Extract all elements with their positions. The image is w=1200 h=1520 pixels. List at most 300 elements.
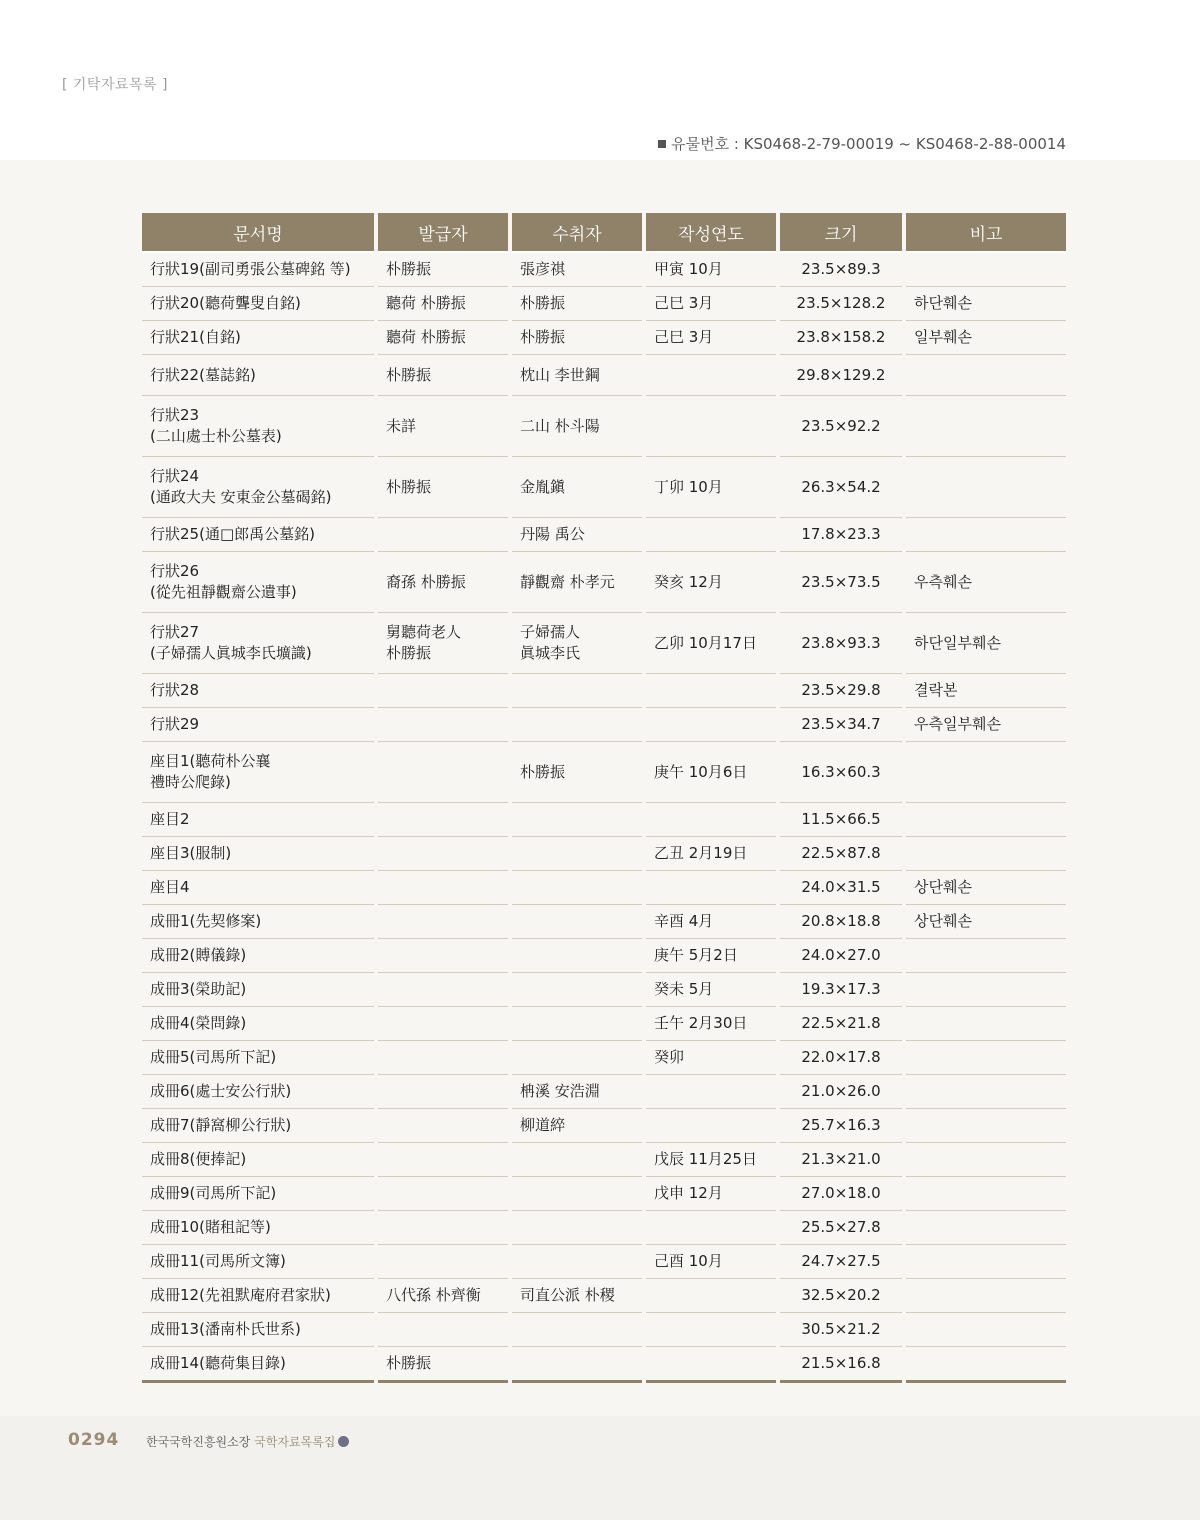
table-row bbox=[142, 1211, 1066, 1245]
table-row bbox=[142, 803, 1066, 837]
cell-issuer bbox=[378, 1143, 508, 1177]
cell-recipient bbox=[512, 905, 642, 939]
cell-note bbox=[906, 287, 1066, 321]
cell-name bbox=[142, 803, 374, 837]
cell-text-line: 甲寅 10月 bbox=[654, 260, 723, 278]
cell-text-line: 25.7×16.3 bbox=[801, 1116, 881, 1134]
cell-text-line: 未詳 bbox=[386, 416, 417, 435]
table-row bbox=[142, 396, 1066, 457]
cell-recipient bbox=[512, 355, 642, 396]
cell-year bbox=[646, 1075, 776, 1109]
cell-name bbox=[142, 1313, 374, 1347]
table-row bbox=[142, 939, 1066, 973]
cell-text-line: 朴勝振 bbox=[520, 294, 566, 312]
cell-size bbox=[780, 1109, 902, 1143]
cell-year bbox=[646, 1313, 776, 1347]
cell-issuer bbox=[378, 1007, 508, 1041]
cell-note bbox=[906, 1075, 1066, 1109]
table-row bbox=[142, 287, 1066, 321]
cell-note bbox=[906, 1177, 1066, 1211]
cell-issuer bbox=[378, 708, 508, 742]
cell-note bbox=[906, 1109, 1066, 1143]
cell-text-line: 庚午 10月6日 bbox=[654, 762, 748, 781]
cell-text-line: 하단일부훼손 bbox=[914, 633, 1001, 652]
cell-name bbox=[142, 287, 374, 321]
cell-note bbox=[906, 457, 1066, 518]
cell-size bbox=[780, 613, 902, 674]
cell-note bbox=[906, 1041, 1066, 1075]
cell-text-line: 25.5×27.8 bbox=[801, 1218, 881, 1236]
cell-text-line: 柳道綷 bbox=[520, 1116, 566, 1134]
column-header-name: 문서명 bbox=[142, 213, 374, 253]
table-row bbox=[142, 1143, 1066, 1177]
cell-text-line: 32.5×20.2 bbox=[801, 1286, 881, 1304]
cell-size bbox=[780, 803, 902, 837]
cell-text-line: 成冊9(司馬所下記) bbox=[150, 1184, 277, 1202]
record-range-text: 유물번호 : KS0468-2-79-00019 ~ KS0468-2-88-00014 bbox=[671, 135, 1066, 153]
cell-name bbox=[142, 871, 374, 905]
cell-name bbox=[142, 518, 374, 552]
cell-text-line: 22.5×21.8 bbox=[801, 1014, 881, 1032]
bullet-square-icon bbox=[658, 140, 666, 148]
book-title bbox=[146, 1433, 349, 1450]
cell-issuer bbox=[378, 742, 508, 803]
table-row bbox=[142, 518, 1066, 552]
cell-text-line: 成冊10(賭租記等) bbox=[150, 1218, 271, 1236]
cell-text-line: 行狀26 bbox=[150, 562, 200, 580]
publisher-text: 한국국학진흥원소장 bbox=[146, 1435, 251, 1449]
cell-text-line: 座目2 bbox=[150, 810, 190, 828]
cell-text-line: 30.5×21.2 bbox=[801, 1320, 881, 1338]
cell-size bbox=[780, 837, 902, 871]
cell-text-line: 舅聽荷老人 bbox=[386, 623, 462, 641]
cell-text-line: 行狀29 bbox=[150, 715, 200, 733]
cell-issuer bbox=[378, 287, 508, 321]
cell-size bbox=[780, 905, 902, 939]
cell-text-line: 22.5×87.8 bbox=[801, 844, 881, 862]
cell-text-line: (子婦孺人眞城李氏壙識) bbox=[150, 644, 312, 662]
cell-size bbox=[780, 939, 902, 973]
cell-issuer bbox=[378, 1279, 508, 1313]
cell-text-line: 成冊5(司馬所下記) bbox=[150, 1048, 277, 1066]
cell-note bbox=[906, 518, 1066, 552]
cell-recipient bbox=[512, 1007, 642, 1041]
cell-recipient bbox=[512, 871, 642, 905]
records-table bbox=[138, 213, 1070, 1383]
cell-text-line: 24.0×31.5 bbox=[801, 878, 881, 896]
cell-text-line: 결락본 bbox=[914, 681, 958, 699]
cell-note bbox=[906, 708, 1066, 742]
cell-name bbox=[142, 1177, 374, 1211]
column-header-year: 작성연도 bbox=[646, 213, 776, 253]
cell-text-line: 辛酉 4月 bbox=[654, 912, 714, 930]
cell-note bbox=[906, 321, 1066, 355]
cell-text-line: 26.3×54.2 bbox=[801, 477, 881, 496]
cell-text-line: 行狀27 bbox=[150, 623, 200, 641]
cell-size bbox=[780, 973, 902, 1007]
cell-text-line: 癸未 5月 bbox=[654, 980, 714, 998]
cell-name bbox=[142, 1075, 374, 1109]
cell-issuer bbox=[378, 1109, 508, 1143]
cell-note bbox=[906, 837, 1066, 871]
cell-issuer bbox=[378, 613, 508, 674]
cell-text-line: 己巳 3月 bbox=[654, 294, 714, 312]
cell-size bbox=[780, 1347, 902, 1383]
cell-issuer bbox=[378, 355, 508, 396]
cell-text-line: 己酉 10月 bbox=[654, 1252, 723, 1270]
cell-note bbox=[906, 803, 1066, 837]
cell-text-line: 29.8×129.2 bbox=[796, 365, 886, 384]
cell-size bbox=[780, 321, 902, 355]
cell-year bbox=[646, 837, 776, 871]
record-range bbox=[658, 133, 1066, 154]
cell-recipient bbox=[512, 1245, 642, 1279]
cell-issuer bbox=[378, 321, 508, 355]
cell-issuer bbox=[378, 1347, 508, 1383]
cell-text-line: 朴勝振 bbox=[520, 328, 566, 346]
cell-year bbox=[646, 1143, 776, 1177]
cell-text-line: 乙丑 2月19日 bbox=[654, 844, 748, 862]
cell-recipient bbox=[512, 803, 642, 837]
cell-recipient bbox=[512, 1075, 642, 1109]
cell-name bbox=[142, 1245, 374, 1279]
cell-text-line: 27.0×18.0 bbox=[801, 1184, 881, 1202]
cell-issuer bbox=[378, 803, 508, 837]
cell-text-line: 行狀21(自銘) bbox=[150, 328, 241, 346]
cell-text-line: 行狀20(聽荷聾叟自銘) bbox=[150, 294, 301, 312]
cell-year bbox=[646, 1109, 776, 1143]
cell-year bbox=[646, 1279, 776, 1313]
cell-text-line: 金胤鎭 bbox=[520, 477, 566, 496]
cell-size bbox=[780, 287, 902, 321]
cell-text-line: 16.3×60.3 bbox=[801, 762, 881, 781]
cell-issuer bbox=[378, 837, 508, 871]
table-row bbox=[142, 1279, 1066, 1313]
table-row bbox=[142, 871, 1066, 905]
cell-recipient bbox=[512, 396, 642, 457]
column-header-note: 비고 bbox=[906, 213, 1066, 253]
cell-text-line: 23.5×29.8 bbox=[801, 681, 881, 699]
cell-text-line: 壬午 2月30日 bbox=[654, 1014, 748, 1032]
cell-note bbox=[906, 1007, 1066, 1041]
cell-name bbox=[142, 742, 374, 803]
cell-recipient bbox=[512, 518, 642, 552]
cell-text-line: 戊辰 11月25日 bbox=[654, 1150, 757, 1168]
cell-issuer bbox=[378, 1245, 508, 1279]
cell-year bbox=[646, 253, 776, 287]
cell-text-line: 21.3×21.0 bbox=[801, 1150, 881, 1168]
cell-text-line: 癸卯 bbox=[654, 1048, 685, 1066]
cell-text-line: 朴勝振 bbox=[386, 477, 432, 496]
cell-recipient bbox=[512, 287, 642, 321]
cell-name bbox=[142, 253, 374, 287]
cell-name bbox=[142, 552, 374, 613]
cell-text-line: 枕山 李世鋼 bbox=[520, 365, 600, 384]
cell-issuer bbox=[378, 1177, 508, 1211]
cell-issuer bbox=[378, 674, 508, 708]
cell-text-line: 朴勝振 bbox=[520, 762, 566, 781]
cell-issuer bbox=[378, 253, 508, 287]
cell-note bbox=[906, 905, 1066, 939]
cell-text-line: 24.7×27.5 bbox=[801, 1252, 881, 1270]
cell-recipient bbox=[512, 837, 642, 871]
cell-name bbox=[142, 1143, 374, 1177]
cell-recipient bbox=[512, 1211, 642, 1245]
cell-name bbox=[142, 1041, 374, 1075]
cell-size bbox=[780, 355, 902, 396]
cell-size bbox=[780, 1279, 902, 1313]
cell-recipient bbox=[512, 939, 642, 973]
cell-text-line: 丹陽 禹公 bbox=[520, 525, 585, 543]
cell-issuer bbox=[378, 1211, 508, 1245]
cell-text-line: 癸亥 12月 bbox=[654, 572, 723, 591]
cell-size bbox=[780, 742, 902, 803]
cell-text-line: 23.5×34.7 bbox=[801, 715, 881, 733]
cell-note bbox=[906, 871, 1066, 905]
cell-note bbox=[906, 973, 1066, 1007]
cell-year bbox=[646, 613, 776, 674]
cell-name bbox=[142, 939, 374, 973]
cell-size bbox=[780, 1041, 902, 1075]
cell-text-line: 19.3×17.3 bbox=[801, 980, 881, 998]
cell-text-line: 우측훼손 bbox=[914, 572, 972, 591]
table-row bbox=[142, 1075, 1066, 1109]
cell-text-line: 裔孫 朴勝振 bbox=[386, 572, 466, 591]
cell-note bbox=[906, 355, 1066, 396]
cell-text-line: 張彦祺 bbox=[520, 260, 566, 278]
cell-recipient bbox=[512, 742, 642, 803]
table-row bbox=[142, 742, 1066, 803]
table-row bbox=[142, 973, 1066, 1007]
cell-text-line: 成冊6(處士安公行狀) bbox=[150, 1082, 292, 1100]
cell-issuer bbox=[378, 1075, 508, 1109]
cell-text-line: 靜觀齋 朴孝元 bbox=[520, 572, 615, 591]
cell-text-line: 行狀22(墓誌銘) bbox=[150, 365, 256, 384]
cell-note bbox=[906, 939, 1066, 973]
cell-text-line: 庚午 5月2日 bbox=[654, 946, 738, 964]
cell-note bbox=[906, 1313, 1066, 1347]
table-row bbox=[142, 1041, 1066, 1075]
cell-year bbox=[646, 552, 776, 613]
cell-year bbox=[646, 396, 776, 457]
cell-text-line: 23.5×92.2 bbox=[801, 416, 881, 435]
cell-text-line: 己巳 3月 bbox=[654, 328, 714, 346]
cell-issuer bbox=[378, 939, 508, 973]
cell-text-line: 成冊12(先祖默庵府君家狀) bbox=[150, 1286, 331, 1304]
cell-issuer bbox=[378, 1313, 508, 1347]
cell-year bbox=[646, 871, 776, 905]
cell-text-line: 11.5×66.5 bbox=[801, 810, 881, 828]
cell-text-line: 行狀24 bbox=[150, 467, 200, 485]
cell-size bbox=[780, 1211, 902, 1245]
cell-text-line: 成冊3(榮助記) bbox=[150, 980, 247, 998]
cell-text-line: (二山處士朴公墓表) bbox=[150, 427, 282, 445]
footer-band bbox=[0, 1416, 1200, 1520]
cell-text-line: 朴勝振 bbox=[386, 365, 432, 384]
cell-year bbox=[646, 1177, 776, 1211]
cell-recipient bbox=[512, 1347, 642, 1383]
cell-issuer bbox=[378, 905, 508, 939]
cell-year bbox=[646, 1211, 776, 1245]
table-row bbox=[142, 1177, 1066, 1211]
cell-year bbox=[646, 1007, 776, 1041]
cell-text-line: 成冊8(便捧記) bbox=[150, 1150, 247, 1168]
cell-text-line: 聽荷 朴勝振 bbox=[386, 328, 466, 346]
cell-text-line: 17.8×23.3 bbox=[801, 525, 881, 543]
cell-text-line: 八代孫 朴齊衡 bbox=[386, 1286, 481, 1304]
table-row bbox=[142, 1347, 1066, 1383]
cell-text-line: 成冊7(靜窩柳公行狀) bbox=[150, 1116, 292, 1134]
cell-text-line: 座目1(聽荷朴公襄 bbox=[150, 752, 271, 770]
table-row bbox=[142, 708, 1066, 742]
cell-name bbox=[142, 905, 374, 939]
cell-year bbox=[646, 287, 776, 321]
cell-text-line: 21.0×26.0 bbox=[801, 1082, 881, 1100]
cell-note bbox=[906, 1143, 1066, 1177]
cell-text-line: 行狀28 bbox=[150, 681, 200, 699]
table-row bbox=[142, 1109, 1066, 1143]
cell-issuer bbox=[378, 396, 508, 457]
cell-text-line: 行狀19(副司勇張公墓碑銘 等) bbox=[150, 260, 351, 278]
cell-year bbox=[646, 708, 776, 742]
cell-recipient bbox=[512, 321, 642, 355]
cell-year bbox=[646, 1245, 776, 1279]
cell-size bbox=[780, 1075, 902, 1109]
cell-issuer bbox=[378, 871, 508, 905]
cell-name bbox=[142, 708, 374, 742]
cell-note bbox=[906, 1245, 1066, 1279]
cell-text-line: 23.5×128.2 bbox=[796, 294, 886, 312]
cell-text-line: 柟溪 安浩淵 bbox=[520, 1082, 600, 1100]
cell-text-line: 成冊1(先契修案) bbox=[150, 912, 262, 930]
table-row bbox=[142, 355, 1066, 396]
table-row bbox=[142, 674, 1066, 708]
table-row bbox=[142, 253, 1066, 287]
table-row bbox=[142, 837, 1066, 871]
cell-size bbox=[780, 871, 902, 905]
cell-year bbox=[646, 1041, 776, 1075]
cell-year bbox=[646, 674, 776, 708]
cell-size bbox=[780, 457, 902, 518]
cell-issuer bbox=[378, 457, 508, 518]
cell-text-line: 23.8×93.3 bbox=[801, 633, 881, 652]
cell-text-line: 朴勝振 bbox=[386, 644, 432, 662]
cell-year bbox=[646, 1347, 776, 1383]
cell-text-line: 戊申 12月 bbox=[654, 1184, 723, 1202]
cell-text-line: 朴勝振 bbox=[386, 1354, 432, 1372]
cell-size bbox=[780, 1245, 902, 1279]
cell-text-line: 成冊4(榮問錄) bbox=[150, 1014, 247, 1032]
cell-text-line: (從先祖靜觀齋公遺事) bbox=[150, 583, 297, 601]
cell-year bbox=[646, 518, 776, 552]
cell-name bbox=[142, 321, 374, 355]
cell-name bbox=[142, 396, 374, 457]
cell-text-line: 일부훼손 bbox=[914, 328, 972, 346]
cell-text-line: 23.5×89.3 bbox=[801, 260, 881, 278]
cell-size bbox=[780, 396, 902, 457]
cell-size bbox=[780, 1177, 902, 1211]
cell-text-line: 成冊14(聽荷集目錄) bbox=[150, 1354, 286, 1372]
cell-size bbox=[780, 674, 902, 708]
cell-recipient bbox=[512, 674, 642, 708]
cell-recipient bbox=[512, 1279, 642, 1313]
cell-text-line: 行狀25(通□郎禹公墓銘) bbox=[150, 525, 315, 543]
cell-name bbox=[142, 1211, 374, 1245]
table-body bbox=[142, 253, 1066, 1383]
cell-text-line: 成冊11(司馬所文簿) bbox=[150, 1252, 286, 1270]
cell-year bbox=[646, 905, 776, 939]
cell-name bbox=[142, 1109, 374, 1143]
cell-text-line: 朴勝振 bbox=[386, 260, 432, 278]
cell-recipient bbox=[512, 1177, 642, 1211]
cell-recipient bbox=[512, 552, 642, 613]
cell-year bbox=[646, 321, 776, 355]
book-title-text: 국학자료목록집 bbox=[254, 1435, 336, 1449]
cell-note bbox=[906, 742, 1066, 803]
section-tag: [ 기탁자료목록 ] bbox=[62, 77, 168, 93]
cell-issuer bbox=[378, 552, 508, 613]
cell-note bbox=[906, 1211, 1066, 1245]
circle-bullet-icon bbox=[338, 1436, 349, 1447]
column-header-issuer: 발급자 bbox=[378, 213, 508, 253]
cell-text-line: 우측일부훼손 bbox=[914, 715, 1001, 733]
cell-text-line: 상단훼손 bbox=[914, 912, 972, 930]
cell-size bbox=[780, 1313, 902, 1347]
cell-size bbox=[780, 253, 902, 287]
cell-text-line: 成冊13(潘南朴氏世系) bbox=[150, 1320, 301, 1338]
cell-name bbox=[142, 355, 374, 396]
cell-text-line: 23.5×73.5 bbox=[801, 572, 881, 591]
cell-size bbox=[780, 552, 902, 613]
table-row bbox=[142, 613, 1066, 674]
cell-note bbox=[906, 1347, 1066, 1383]
cell-year bbox=[646, 939, 776, 973]
cell-text-line: 20.8×18.8 bbox=[801, 912, 881, 930]
cell-name bbox=[142, 1347, 374, 1383]
table-row bbox=[142, 552, 1066, 613]
cell-text-line: 行狀23 bbox=[150, 406, 200, 424]
cell-note bbox=[906, 674, 1066, 708]
cell-size bbox=[780, 708, 902, 742]
cell-text-line: 座目4 bbox=[150, 878, 190, 896]
table-header-row bbox=[142, 213, 1066, 253]
cell-text-line: 司直公派 朴稷 bbox=[520, 1286, 615, 1304]
cell-text-line: 乙卯 10月17日 bbox=[654, 633, 757, 652]
cell-recipient bbox=[512, 1109, 642, 1143]
table-row bbox=[142, 1245, 1066, 1279]
cell-recipient bbox=[512, 613, 642, 674]
cell-text-line: (通政大夫 安東金公墓碣銘) bbox=[150, 488, 332, 506]
cell-recipient bbox=[512, 1313, 642, 1347]
cell-name bbox=[142, 1007, 374, 1041]
cell-recipient bbox=[512, 253, 642, 287]
cell-text-line: 二山 朴斗陽 bbox=[520, 416, 600, 435]
cell-note bbox=[906, 613, 1066, 674]
cell-name bbox=[142, 973, 374, 1007]
cell-size bbox=[780, 1007, 902, 1041]
cell-recipient bbox=[512, 1143, 642, 1177]
cell-text-line: 子婦孺人 bbox=[520, 623, 581, 641]
cell-text-line: 成冊2(賻儀錄) bbox=[150, 946, 247, 964]
cell-recipient bbox=[512, 457, 642, 518]
cell-recipient bbox=[512, 708, 642, 742]
cell-issuer bbox=[378, 1041, 508, 1075]
table-row bbox=[142, 321, 1066, 355]
cell-text-line: 22.0×17.8 bbox=[801, 1048, 881, 1066]
cell-text-line: 24.0×27.0 bbox=[801, 946, 881, 964]
column-header-size: 크기 bbox=[780, 213, 902, 253]
cell-year bbox=[646, 457, 776, 518]
